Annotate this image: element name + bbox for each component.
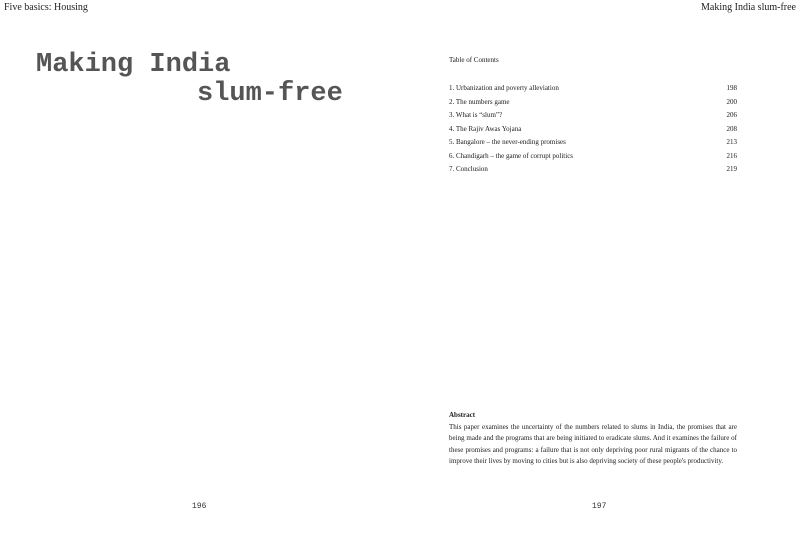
toc-item-label: 3. What is “slum”? xyxy=(449,111,503,119)
toc-item-label: 5. Bangalore – the never-ending promises xyxy=(449,138,566,146)
toc-item-page: 198 xyxy=(726,84,737,92)
abstract-heading: Abstract xyxy=(449,411,476,419)
toc-item-page: 200 xyxy=(726,97,737,106)
abstract-text: This paper examines the uncertainty of the numbers related to slums in India, the promises that are being made and the programs that are being initiated to eradicate slums. And it examines the failure of these promises and programs: a failure that is not only depriving poor rural migrants of the chance to improve their lives by moving to cities but is also depriving society of these people's productivity. xyxy=(449,423,737,465)
toc-item-page: 219 xyxy=(726,165,737,173)
toc-item xyxy=(449,152,737,166)
toc-item-label: 7. Conclusion xyxy=(449,165,488,173)
toc-item-page: 206 xyxy=(726,111,737,119)
toc-item-label: 1. Urbanization and poverty alleviation xyxy=(449,84,559,92)
table-of-contents xyxy=(449,84,737,179)
toc-item xyxy=(449,84,737,98)
toc-item-page: 208 xyxy=(726,124,737,133)
toc-item-page: 213 xyxy=(726,138,737,146)
page-number-right: 197 xyxy=(592,502,607,511)
toc-item xyxy=(449,165,737,179)
toc-item-label: 6. Chandigarh – the game of corrupt politics xyxy=(449,151,574,160)
toc-item xyxy=(449,138,737,152)
chapter-title-line-2: slum-free xyxy=(197,79,343,109)
page-number-left: 196 xyxy=(192,502,207,511)
toc-item xyxy=(449,98,737,112)
toc-item-label: 2. The numbers game xyxy=(449,97,510,106)
chapter-title-line-1: Making India xyxy=(36,50,231,80)
running-header-left: Five basics: Housing xyxy=(4,2,88,13)
toc-item-label: 4. The Rajiv Awas Yojana xyxy=(449,124,522,133)
toc-item xyxy=(449,111,737,125)
running-header-right: Making India slum-free xyxy=(701,2,796,13)
toc-item-page: 216 xyxy=(726,151,737,160)
toc-item xyxy=(449,125,737,139)
toc-heading: Table of Contents xyxy=(449,56,499,64)
